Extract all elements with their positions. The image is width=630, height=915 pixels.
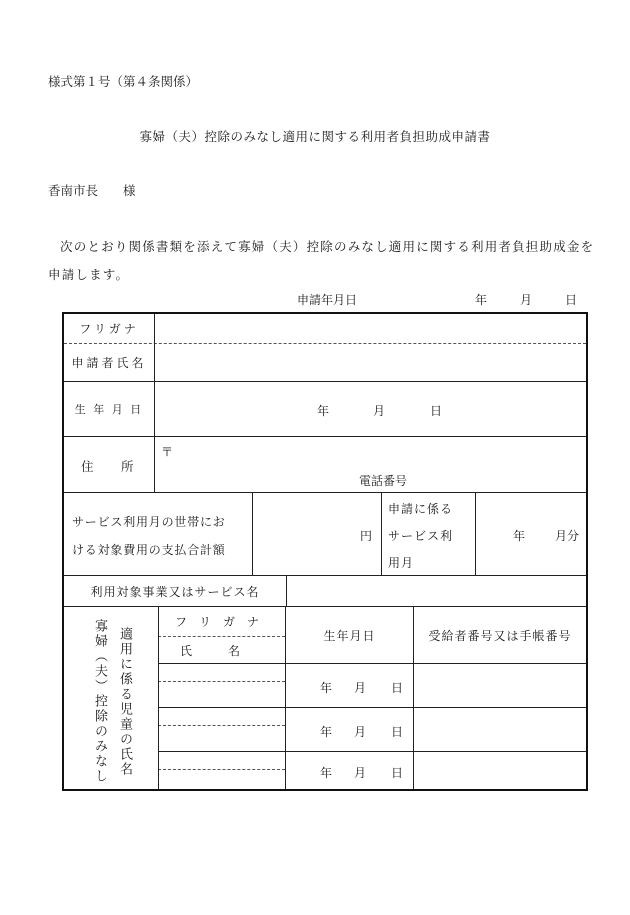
child-birth-year-label: 年 [320,681,333,695]
address-label-1: 住 [81,459,94,474]
application-date-label: 申請年月日 [297,293,358,307]
birth-year-label: 年 [317,404,330,418]
birth-day-label: 日 [430,404,443,418]
application-day-label: 日 [565,293,578,307]
birth-date-label: 生 年 月 日 [74,403,144,416]
child-name-header: 氏 名 [180,644,241,658]
recipient-number-input[interactable] [414,708,586,751]
phone-label: 電話番号 [359,474,408,488]
furigana-input[interactable] [155,314,586,343]
column-divider [381,492,382,575]
child-furigana-header: フ リ ガ ナ [175,615,260,629]
yen-label: 円 [360,529,373,543]
payment-total-label-2: ける対象費用の支払合計額 [72,543,226,557]
request-statement: 次のとおり関係書類を添えて寡婦（夫）控除のみなし適用に関する利用者負担助成金を申請します。 [48,239,595,282]
child-name-input[interactable] [159,752,285,789]
birth-month-label: 月 [373,404,386,418]
business-input[interactable] [287,576,586,606]
child-birth-header: 生年月日 [323,628,376,643]
child-name-input[interactable] [159,708,285,751]
service-month-label-2: サービス利 [388,529,454,543]
address-label-2: 所 [121,459,134,474]
postal-mark: 〒 [161,445,174,459]
child-birth-month-label: 月 [354,766,367,780]
application-form-table [62,312,588,791]
child-birth-month-label: 月 [354,681,367,695]
application-year-label: 年 [475,293,488,307]
business-label: 利用対象事業又はサービス名 [90,584,260,599]
birth-date-input[interactable] [155,382,586,436]
addressee: 香南市長 様 [48,183,136,198]
service-month-label-3: 用月 [388,556,415,570]
widow-deduction-vertical-label: 寡婦（夫）控除のみなし [92,619,107,784]
applicant-name-label: 申請者氏名 [71,356,147,370]
child-name-vertical-label: 適用に係る児童の氏名 [117,627,132,777]
child-name-input[interactable] [159,664,285,707]
service-month-label-1: 申請に係る [388,502,454,516]
recipient-number-input[interactable] [414,752,586,789]
child-birth-day-label: 日 [391,725,404,739]
applicant-name-input[interactable] [155,344,586,381]
recipient-number-header: 受給者番号又は手帳番号 [428,628,572,643]
document-title: 寡婦（夫）控除のみなし適用に関する利用者負担助成申請書 [139,129,491,144]
recipient-number-input[interactable] [414,664,586,707]
service-month-part-label: 月分 [555,529,580,543]
child-birth-day-label: 日 [391,681,404,695]
child-birth-year-label: 年 [320,766,333,780]
form-number: 様式第１号（第４条関係） [48,74,199,89]
child-furigana-divider [158,636,285,637]
service-year-label: 年 [513,529,526,543]
payment-total-label-1: サービス利用月の世帯にお [72,515,226,529]
child-birth-day-label: 日 [391,766,404,780]
application-month-label: 月 [520,293,533,307]
furigana-label: フリガナ [79,322,139,336]
child-birth-year-label: 年 [320,725,333,739]
child-birth-month-label: 月 [354,725,367,739]
